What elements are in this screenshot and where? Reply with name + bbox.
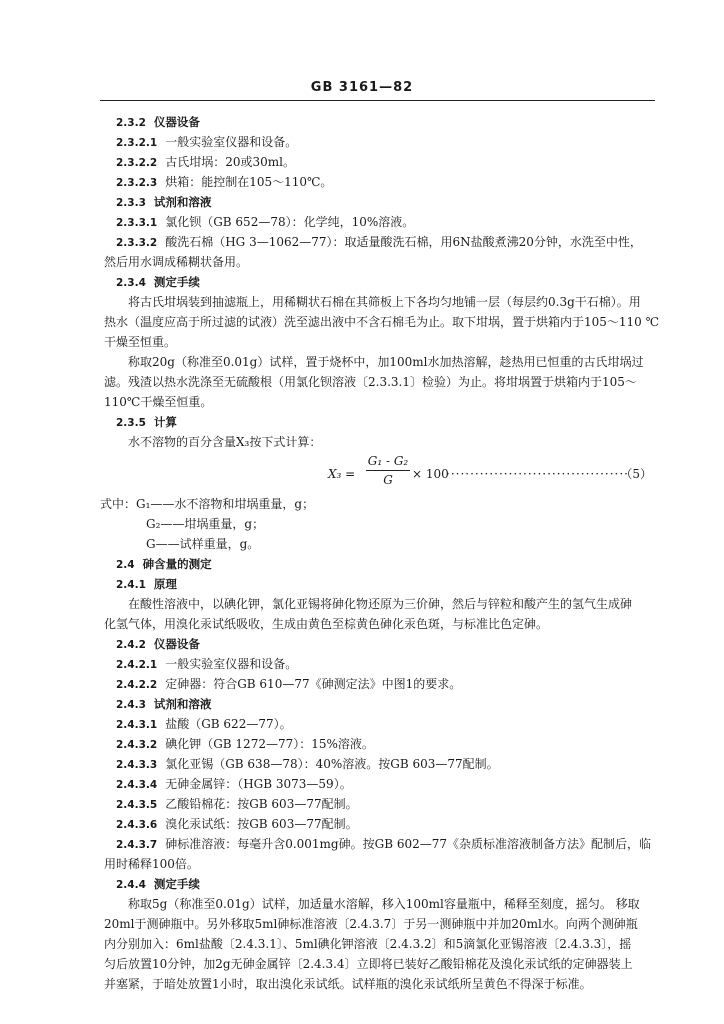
formula-denominator: G (383, 473, 393, 487)
clause-title: 试剂和溶液 (153, 195, 212, 209)
section-2-3-line (104, 412, 652, 432)
clause-title: 原理 (153, 577, 177, 591)
section-2-4-line (104, 574, 652, 594)
section-2-4-line (104, 814, 652, 834)
document-body (100, 112, 660, 994)
section-2-3-line (104, 392, 652, 412)
clause-number: 2.4 (116, 559, 135, 571)
section-2-4-line (104, 794, 652, 814)
clause-text: 称取5g（称准至0.01g）试样，加适量水溶解，移入100ml容量瓶中，稀释至刻度，摇匀。 移取 (128, 897, 640, 911)
section-2-3-line (104, 252, 652, 272)
clause-text: 称取20g（称准至0.01g）试样，置于烧杯中，加100ml水加热溶解，趁热用已恒重的古氏坩埚过 (128, 355, 644, 369)
clause-text: 用时稀释100倍。 (104, 857, 199, 871)
header-rule (100, 100, 655, 101)
clause-text: 碘化钾（GB 1272—77）：15%溶液。 (165, 737, 374, 751)
section-2-4-line (104, 894, 652, 914)
clause-text: 水不溶物的百分含量X₃按下式计算： (128, 435, 322, 449)
clause-text: 溴化汞试纸：按GB 603—77配制。 (165, 817, 358, 831)
clause-number: 2.3.3.2 (116, 237, 158, 249)
clause-text: 乙酸铅棉花：按GB 603—77配制。 (165, 797, 358, 811)
section-2-3-line (104, 132, 652, 152)
clause-text: 烘箱：能控制在105～110℃。 (165, 175, 333, 189)
formula-multiplier: × 100 (412, 467, 449, 481)
clause-text: 盐酸（GB 622—77）。 (165, 717, 292, 731)
clause-number: 2.4.2.2 (116, 679, 158, 691)
section-2-4-line (104, 914, 652, 934)
clause-text: 一般实验室仪器和设备。 (165, 135, 298, 149)
clause-number: 2.4.3.4 (116, 779, 158, 791)
clause-number: 2.3.3.1 (116, 217, 158, 229)
clause-text: 定砷器：符合GB 610—77《砷测定法》中图1的要求。 (165, 677, 462, 691)
section-2-4-line (104, 854, 652, 874)
clause-number: 2.4.3.6 (116, 819, 158, 831)
formula-legend (100, 494, 652, 554)
clause-title: 砷含量的测定 (142, 557, 212, 571)
clause-title: 仪器设备 (153, 637, 200, 651)
clause-number: 2.3.2 (116, 117, 146, 129)
formula-number: （5） (620, 467, 652, 481)
clause-number: 2.4.2.1 (116, 659, 158, 671)
formula-leader-dots: ······································ (446, 467, 629, 481)
clause-text: 干燥至恒重。 (104, 335, 177, 349)
clause-number: 2.4.1 (116, 579, 146, 591)
clause-number: 2.3.2.2 (116, 157, 158, 169)
clause-text: 无砷金属锌：（HGB 3073—59）。 (165, 777, 352, 791)
clause-title: 测定手续 (153, 275, 200, 289)
section-2-4-line (104, 774, 652, 794)
clause-title: 计算 (153, 415, 177, 429)
section-2-4-line (104, 974, 652, 994)
section-2-3-line (104, 272, 652, 292)
section-2-4-line (104, 954, 652, 974)
clause-number: 2.4.3.2 (116, 739, 158, 751)
section-2-3-line (104, 112, 652, 132)
clause-text: 并塞紧，于暗处放置1小时，取出溴化汞试纸。试样瓶的溴化汞试纸所呈黄色不得深于标准。 (104, 977, 592, 991)
clause-number: 2.3.2.1 (116, 137, 158, 149)
section-2-4-line (104, 594, 652, 614)
clause-number: 2.4.3.3 (116, 759, 158, 771)
clause-number: 2.4.4 (116, 879, 146, 891)
legend-line: 式中：G₁——水不溶物和坩埚重量，g； (100, 497, 315, 511)
section-2-4-line (104, 934, 652, 954)
legend-line: G——试样重量，g。 (146, 537, 260, 551)
clause-number: 2.3.2.3 (116, 177, 158, 189)
section-2-4 (104, 554, 652, 994)
clause-text: 在酸性溶液中，以碘化钾，氯化亚锡将砷化物还原为三价砷，然后与锌粒和酸产生的氢气生成砷 (128, 597, 633, 611)
section-2-4-line (104, 634, 652, 654)
section-2-4-line (104, 554, 652, 574)
clause-number: 2.3.3 (116, 197, 146, 209)
section-2-3-line (104, 332, 652, 352)
standard-header: GB 3161—82 (310, 80, 414, 95)
section-2-4-line (104, 694, 652, 714)
clause-text: 古氏坩埚：20或30ml。 (165, 155, 295, 169)
formula-numerator: G₁ - G₂ (366, 452, 410, 471)
section-2-3-line (104, 312, 660, 332)
clause-text: 一般实验室仪器和设备。 (165, 657, 298, 671)
section-2-4-line (104, 714, 652, 734)
section-2-3-line (104, 372, 652, 392)
section-2-4-line (104, 654, 652, 674)
clause-number: 2.3.4 (116, 277, 146, 289)
clause-number: 2.4.3.1 (116, 719, 158, 731)
section-2-3-line (104, 232, 652, 252)
clause-number: 2.4.3.7 (116, 839, 158, 851)
section-2-3-line (104, 292, 652, 312)
section-2-3-line (104, 352, 652, 372)
formula-fraction (366, 452, 410, 489)
legend-line: G₂——坩埚重量，g； (146, 517, 265, 531)
clause-text: 110℃干燥至恒重。 (104, 395, 213, 409)
clause-text: 滤。残渣以热水洗涤至无硫酸根（用氯化钡溶液〔2.3.3.1〕检验）为止。将坩埚置于烘箱内于105～ (104, 375, 637, 389)
section-2-4-line (104, 734, 652, 754)
clause-text: 热水（温度应高于所过滤的试液）洗至滤出液中不含石棉毛为止。取下坩埚，置于烘箱内于105～110 ℃ (104, 315, 660, 329)
clause-text: 内分别加入：6ml盐酸〔2.4.3.1〕、5ml碘化钾溶液〔2.4.3.2〕和5滴氯化亚锡溶液〔2.4.3.3〕，摇 (104, 937, 632, 951)
clause-number: 2.4.3.5 (116, 799, 158, 811)
section-2-3-line (104, 192, 652, 212)
clause-title: 仪器设备 (153, 115, 200, 129)
clause-text: 氯化钡（GB 652—78）：化学纯，10%溶液。 (165, 215, 415, 229)
formula-lhs: X₃ = (328, 467, 356, 481)
section-2-4-line (104, 754, 652, 774)
section-2-3-line (104, 172, 652, 192)
section-2-4-line (104, 834, 652, 854)
section-2-4-line (104, 614, 652, 634)
section-2-4-line (104, 874, 652, 894)
clause-number: 2.4.2 (116, 639, 146, 651)
clause-title: 测定手续 (153, 877, 200, 891)
clause-number: 2.4.3 (116, 699, 146, 711)
formula-5 (104, 452, 652, 494)
clause-text: 20ml于测砷瓶中。另外移取5ml砷标准溶液〔2.4.3.7〕于另一测砷瓶中并加20ml水。向两个测砷瓶 (104, 917, 638, 931)
clause-title: 试剂和溶液 (153, 697, 212, 711)
clause-text: 氯化亚锡（GB 638—78）：40%溶液。按GB 603—77配制。 (165, 757, 499, 771)
clause-text: 然后用水调成稀糊状备用。 (104, 255, 249, 269)
clause-text: 砷标准溶液：每毫升含0.001mg砷。按GB 602—77《杂质标准溶液制备方法》配制后，临 (165, 837, 652, 851)
section-2-3-line (104, 432, 652, 452)
clause-number: 2.3.5 (116, 417, 146, 429)
section-2-4-line (104, 674, 652, 694)
section-2-3-line (104, 212, 652, 232)
clause-text: 匀后放置10分钟，加2g无砷金属锌〔2.4.3.4〕立即将已装好乙酸铅棉花及溴化汞试纸的定砷器装上 (104, 957, 633, 971)
section-2-3 (104, 112, 660, 452)
clause-text: 化氢气体，用溴化汞试纸吸收，生成由黄色至棕黄色砷化汞色斑，与标准比色定砷。 (104, 617, 549, 631)
clause-text: 酸洗石棉（HG 3—1062—77）：取适量酸洗石棉，用6N盐酸煮沸20分钟，水洗至中性， (165, 235, 642, 249)
clause-text: 将古氏坩埚装到抽滤瓶上，用稀糊状石棉在其筛板上下各均匀地铺一层（每层约0.3g干石棉）。用 (128, 295, 641, 309)
section-2-3-line (104, 152, 652, 172)
